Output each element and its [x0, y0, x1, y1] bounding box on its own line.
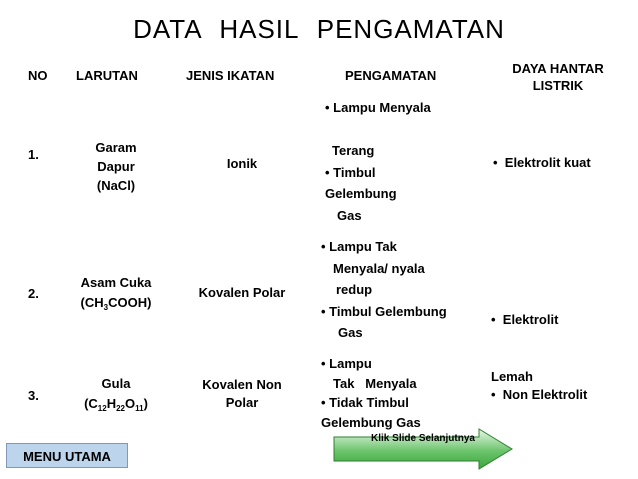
row1-pengamatan-line	[325, 119, 485, 141]
row2-no: 2.	[28, 286, 39, 301]
row1-pengamatan	[325, 97, 485, 226]
header-jenis-ikatan: JENIS IKATAN	[186, 68, 275, 83]
row3-larutan	[64, 374, 168, 416]
row3-jenis	[186, 376, 298, 412]
page-title: DATA HASIL PENGAMATAN	[133, 14, 505, 44]
row3-no: 3.	[28, 388, 39, 403]
row2-larutan-line: Asam Cuka	[80, 275, 152, 290]
header-no: NO	[28, 68, 48, 83]
row2-pengamatan-line: Gas	[338, 325, 363, 340]
header-daya-line1: DAYA HANTAR	[512, 61, 604, 76]
row2-daya-line: Lemah	[491, 369, 533, 384]
row2-daya-line: • Elektrolit	[491, 312, 559, 327]
row2-pengamatan-line: redup	[336, 282, 373, 297]
row3-daya: • Non Elektrolit	[491, 387, 588, 402]
row2-jenis: Kovalen Polar	[198, 285, 286, 300]
row1-pengamatan-line: Gas	[337, 207, 362, 223]
row3-pengamatan	[321, 354, 486, 432]
row3-jenis-line: Kovalen Non	[202, 377, 282, 392]
row3-pengamatan-line: Gelembung Gas	[321, 414, 421, 430]
row1-larutan-line: (NaCl)	[96, 178, 136, 193]
row3-pengamatan-line: • Lampu	[321, 356, 372, 371]
row1-larutan-line: Garam	[95, 140, 137, 155]
row2-pengamatan	[321, 236, 486, 344]
row2-pengamatan-line: • Timbul Gelembung	[321, 303, 447, 319]
menu-utama-button[interactable]: MENU UTAMA	[6, 443, 128, 468]
row3-larutan-line: Gula	[101, 376, 131, 391]
row1-pengamatan-line: Terang	[332, 143, 375, 158]
row2-pengamatan-line: • Lampu Tak	[321, 239, 397, 254]
row1-daya: • Elektrolit kuat	[493, 155, 591, 170]
row1-no: 1.	[28, 147, 39, 162]
row2-larutan-formula: $(CH_3COOH)$	[80, 295, 152, 312]
header-pengamatan: PENGAMATAN	[345, 68, 437, 83]
row1-pengamatan-line: Gelembung	[325, 186, 397, 201]
row3-pengamatan-line: • Tidak Timbul	[321, 395, 409, 410]
row1-larutan-line: Dapur	[97, 159, 135, 174]
row2-pengamatan-line: Menyala/ nyala	[333, 260, 425, 276]
row1-pengamatan-line: • Lampu Menyala	[325, 100, 431, 115]
row2-larutan	[64, 273, 168, 315]
next-slide-label: Klik Slide Selanjutnya	[371, 433, 475, 444]
header-daya-line2: LISTRIK	[532, 78, 584, 93]
row1-pengamatan-line: • Timbul	[325, 164, 376, 180]
row1-jenis: Ionik	[226, 156, 258, 171]
row3-pengamatan-line: Tak Menyala	[333, 375, 417, 391]
header-daya-hantar	[488, 60, 628, 94]
header-larutan: LARUTAN	[76, 68, 138, 83]
row1-larutan	[64, 138, 168, 195]
row3-larutan-formula: $(C_{12}H_{22}O_{11})$	[84, 396, 148, 413]
row3-jenis-line: Polar	[225, 395, 259, 410]
